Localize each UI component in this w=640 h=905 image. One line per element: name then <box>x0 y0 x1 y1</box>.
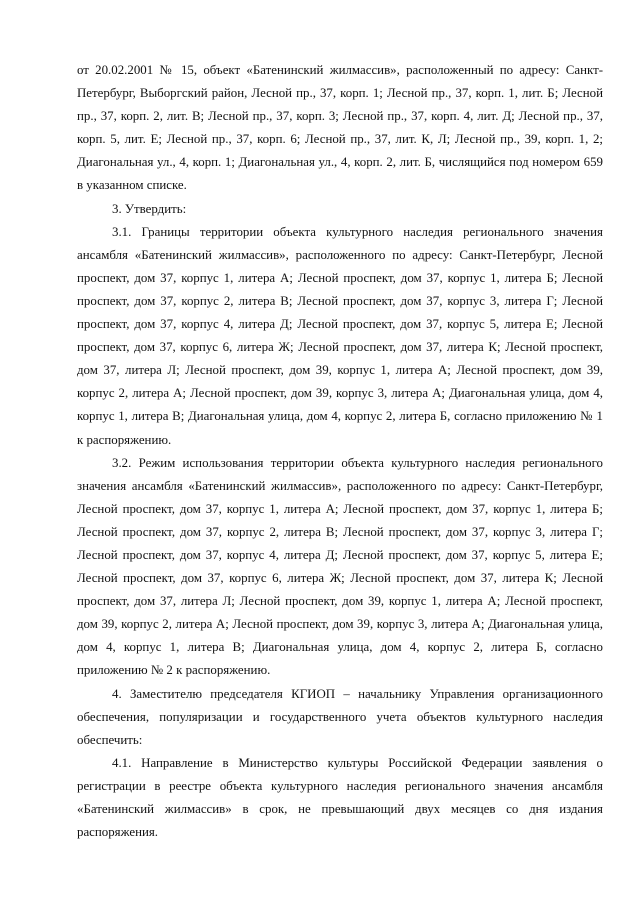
paragraph-item-4-1: 4.1. Направление в Министерство культуры Российской Федерации заявления о регистрации в реестре объекта культурного наследия регионального значения ансамбля «Батенинский жилмассив» в срок, не превышающий двух месяцев со дня издания распоряжения. <box>77 755 603 840</box>
paragraph-continuation: от 20.02.2001 № 15, объект «Батенинский жилмассив», расположенный по адресу: Санкт-Петербург, Выборгский район, Лесной пр., 37, корп. 1; Лесной пр., 37, корп. 1, лит. Б; Лесной пр., 37, корп. 2, лит. В; Лесной пр., 37, корп. 3; Лесной пр., 37, корп. 4, лит. Д; Лесной пр., 37, корп. 5, лит. Е; Лесной пр., 37, корп. 6; Лесной пр., 37, лит. К, Л; Лесной пр., 39, корп. 1, 2; Диагональная ул., 4, корп. 1; Диагональная ул., 4, корп. 2, лит. Б, числящийся под номером 659 в указанном списке. <box>77 63 603 193</box>
paragraph-item-4: 4. Заместителю председателя КГИОП – начальнику Управления организационного обеспечения, популяризации и государственного учета объектов культурного наследия обеспечить: <box>77 686 603 747</box>
paragraph-item-3-2: 3.2. Режим использования территории объекта культурного наследия регионального значения ансамбля «Батенинский жилмассив», расположенного по адресу: Санкт-Петербург, Лесной проспект, дом 37, корпус 1, литера А; Лесной проспект, дом 37, корпус 1, литера Б; Лесной проспект, дом 37, корпус 2, литера В; Лесной проспект, дом 37, корпус 3, литера Г; Лесной проспект, дом 37, корпус 4, литера Д; Лесной проспект, дом 37, корпус 5, литера Е; Лесной проспект, дом 37, корпус 6, литера Ж; Лесной проспект, дом 37, литера К; Лесной проспект, дом 37, литера Л; Лесной проспект, дом 39, корпус 1, литера А; Лесной проспект, дом 39, корпус 2, литера А; Лесной проспект, дом 39, корпус 3, литера А; Диагональная улица, дом 4, корпус 1, литера В; Диагональная улица, дом 4, корпус 2, литера Б, согласно приложению № 2 к распоряжению. <box>77 455 603 678</box>
paragraph-item-3: 3. Утвердить: <box>112 201 187 216</box>
paragraph-item-3-1: 3.1. Границы территории объекта культурного наследия регионального значения ансамбля «Батенинский жилмассив», расположенного по адресу: Санкт-Петербург, Лесной проспект, дом 37, корпус 1, литера А; Лесной проспект, дом 37, корпус 1, литера Б; Лесной проспект, дом 37, корпус 2, литера В; Лесной проспект, дом 37, корпус 3, литера Г; Лесной проспект, дом 37, корпус 4, литера Д; Лесной проспект, дом 37, корпус 5, литера Е; Лесной проспект, дом 37, корпус 6, литера Ж; Лесной проспект, дом 37, литера К; Лесной проспект, дом 37, литера Л; Лесной проспект, дом 39, корпус 1, литера А; Лесной проспект, дом 39, корпус 2, литера А; Лесной проспект, дом 39, корпус 3, литера А; Диагональная улица, дом 4, корпус 1, литера В; Диагональная улица, дом 4, корпус 2, литера Б, согласно приложению № 1 к распоряжению. <box>77 224 603 447</box>
